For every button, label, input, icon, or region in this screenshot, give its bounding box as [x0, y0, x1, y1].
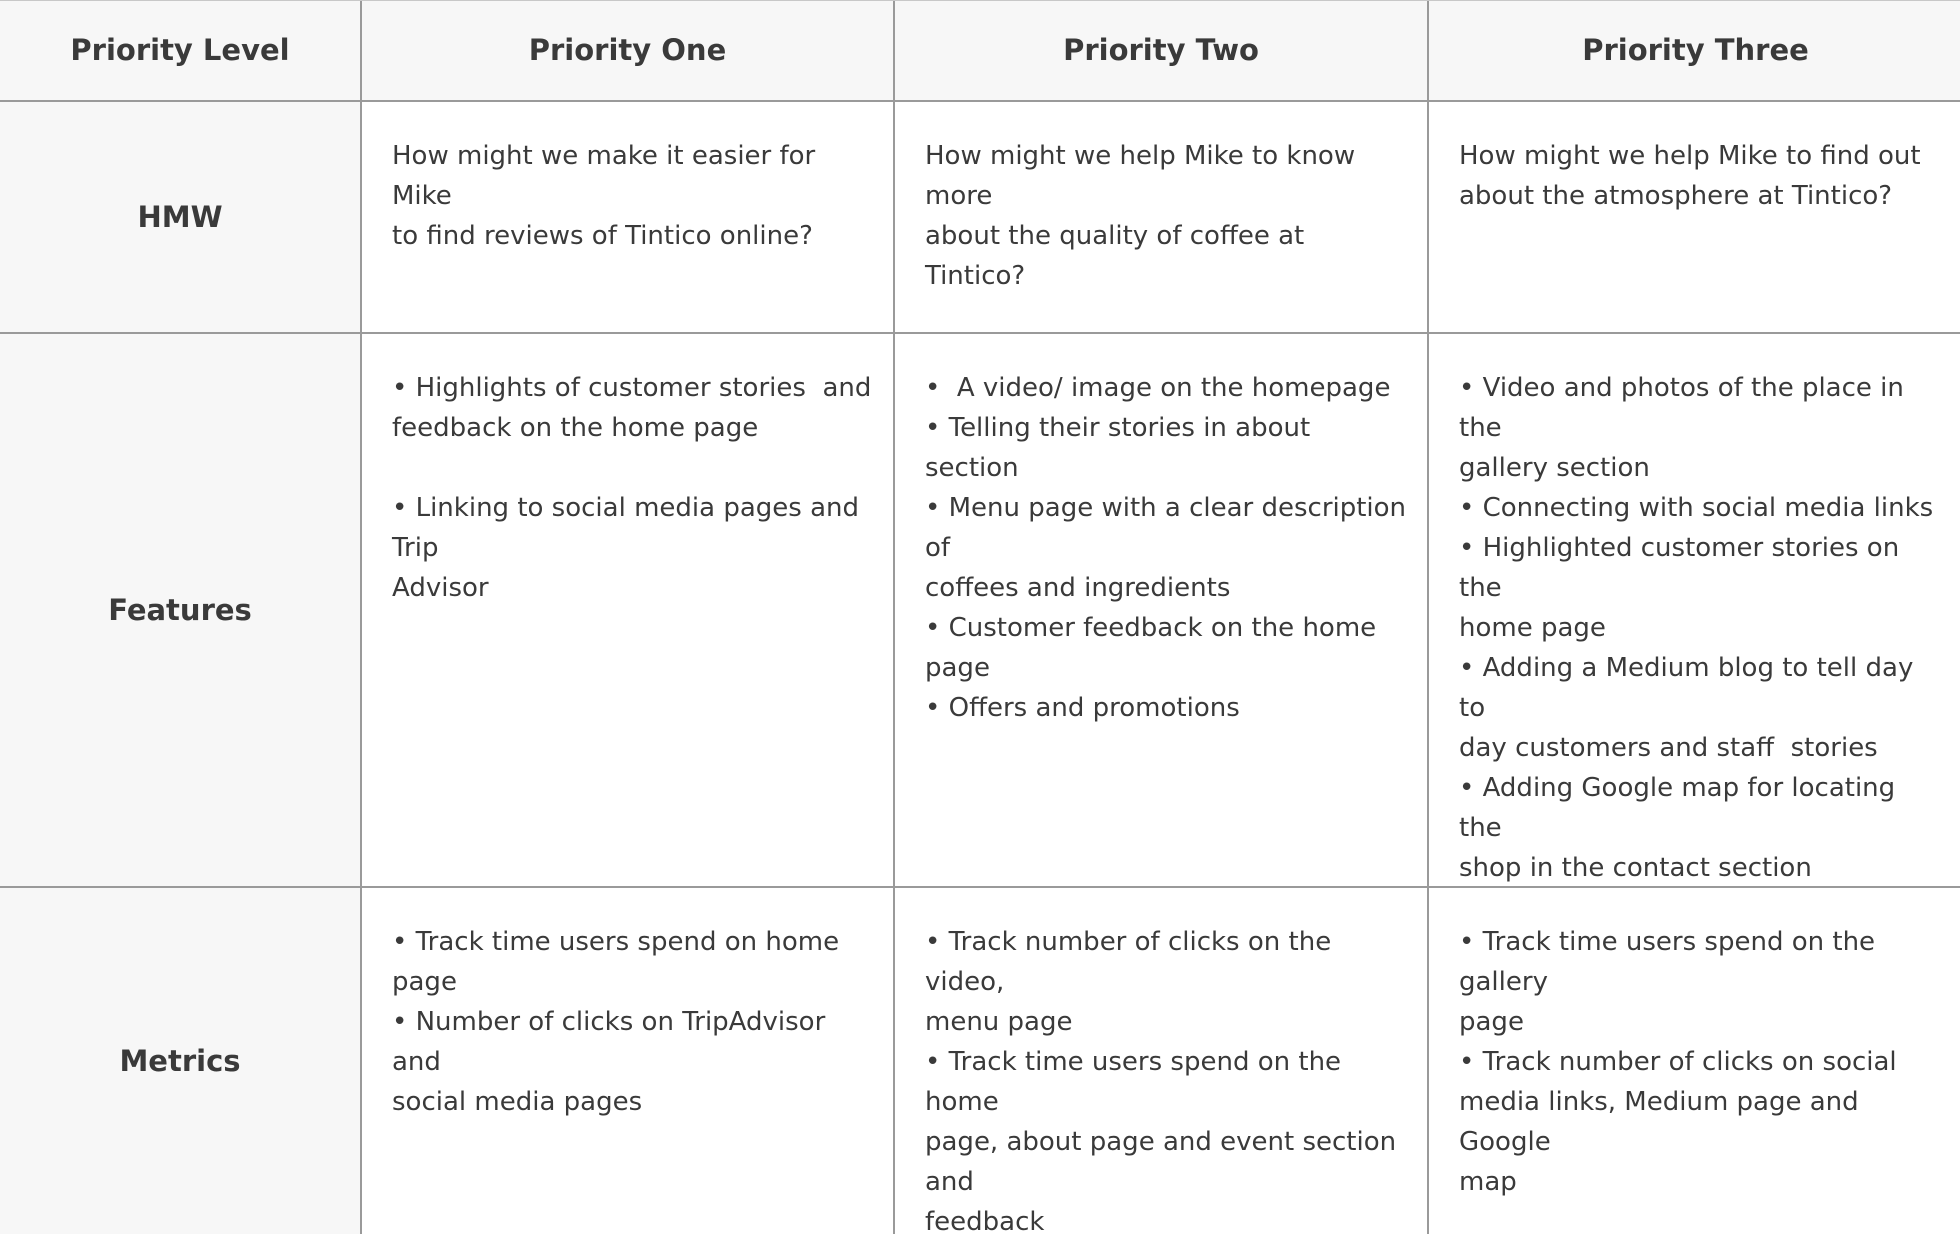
cell-text-line: • Track time users spend on the home: [925, 1047, 1350, 1117]
cell-features-priority-two: [895, 334, 1429, 888]
cell-text-line: menu page: [925, 1007, 1073, 1037]
cell-features-priority-three: [1429, 334, 1960, 888]
cell-text-line: How might we make it easier for Mike: [392, 141, 824, 211]
cell-text-line: • Track time users spend on the gallery: [1459, 927, 1884, 997]
cell-text-line: page: [1459, 1007, 1524, 1037]
cell-text-line: about the atmosphere at Tintico?: [1459, 181, 1893, 211]
row-label-hmw: [0, 102, 362, 334]
header-priority-three-label: Priority Three: [1582, 33, 1809, 67]
cell-metrics-priority-three: [1429, 888, 1960, 1234]
cell-hmw-priority-one: [362, 102, 895, 334]
cell-hmw-priority-two: [895, 102, 1429, 334]
cell-text-line: • Connecting with social media links: [1459, 493, 1934, 523]
cell-text-line: • Offers and promotions: [925, 693, 1240, 723]
cell-hmw-priority-three: [1429, 102, 1960, 334]
cell-text-line: • Adding Google map for locating the: [1459, 773, 1904, 843]
row-label-metrics-text: Metrics: [119, 1044, 241, 1078]
header-priority-three: [1429, 0, 1960, 102]
cell-text-line: social media pages: [392, 1087, 643, 1117]
cell-text-line: to find reviews of Tintico online?: [392, 221, 813, 251]
cell-text-line: gallery section: [1459, 453, 1650, 483]
cell-text-line: page, about page and event section and: [925, 1127, 1405, 1197]
cell-text-line: • Customer feedback on the home page: [925, 613, 1385, 683]
cell-text-line: day customers and staff stories: [1459, 733, 1878, 763]
header-priority-one-label: Priority One: [528, 33, 727, 67]
cell-metrics-priority-two: [895, 888, 1429, 1237]
cell-text-line: home page: [1459, 613, 1606, 643]
cell-text-line: • Telling their stories in about section: [925, 413, 1319, 483]
cell-text-line: • Highlighted customer stories on the: [1459, 533, 1908, 603]
cell-text-line: • Linking to social media pages and Trip: [392, 493, 868, 563]
cell-text-line: • Menu page with a clear description of: [925, 493, 1415, 563]
cell-text-line: • Track time users spend on home page: [392, 927, 848, 997]
line-spacer: [392, 448, 873, 488]
cell-text-line: feedback: [925, 1207, 1045, 1237]
cell-text-line: • Video and photos of the place in the: [1459, 373, 1913, 443]
row-label-metrics: [0, 888, 362, 1234]
cell-text-line: • Number of clicks on TripAdvisor and: [392, 1007, 834, 1077]
row-label-features-text: Features: [108, 593, 252, 627]
row-label-features: [0, 334, 362, 888]
header-priority-two: [895, 0, 1429, 102]
cell-text-line: • Highlights of customer stories and: [392, 373, 872, 403]
cell-text-line: • A video/ image on the homepage: [925, 373, 1391, 403]
row-label-hmw-text: HMW: [137, 200, 223, 234]
cell-text-line: How might we help Mike to find out: [1459, 141, 1921, 171]
cell-metrics-priority-one: [362, 888, 895, 1234]
cell-text-line: media links, Medium page and Google: [1459, 1087, 1867, 1157]
header-priority-level-label: Priority Level: [70, 33, 290, 67]
cell-text-line: about the quality of coffee at Tintico?: [925, 221, 1313, 291]
cell-text-line: • Track number of clicks on social: [1459, 1047, 1897, 1077]
cell-text-line: coffees and ingredients: [925, 573, 1231, 603]
cell-text-line: Advisor: [392, 573, 489, 603]
cell-text-line: • Adding a Medium blog to tell day to: [1459, 653, 1922, 723]
header-priority-level: [0, 0, 362, 102]
cell-text-line: feedback on the home page: [392, 413, 759, 443]
cell-features-priority-one: [362, 334, 895, 888]
cell-text-line: map: [1459, 1167, 1517, 1197]
table-top-border: [0, 0, 1960, 1]
cell-text-line: • Track number of clicks on the video,: [925, 927, 1340, 997]
cell-text-line: shop in the contact section: [1459, 853, 1812, 883]
header-priority-one: [362, 0, 895, 102]
header-priority-two-label: Priority Two: [1063, 33, 1259, 67]
cell-text-line: How might we help Mike to know more: [925, 141, 1364, 211]
